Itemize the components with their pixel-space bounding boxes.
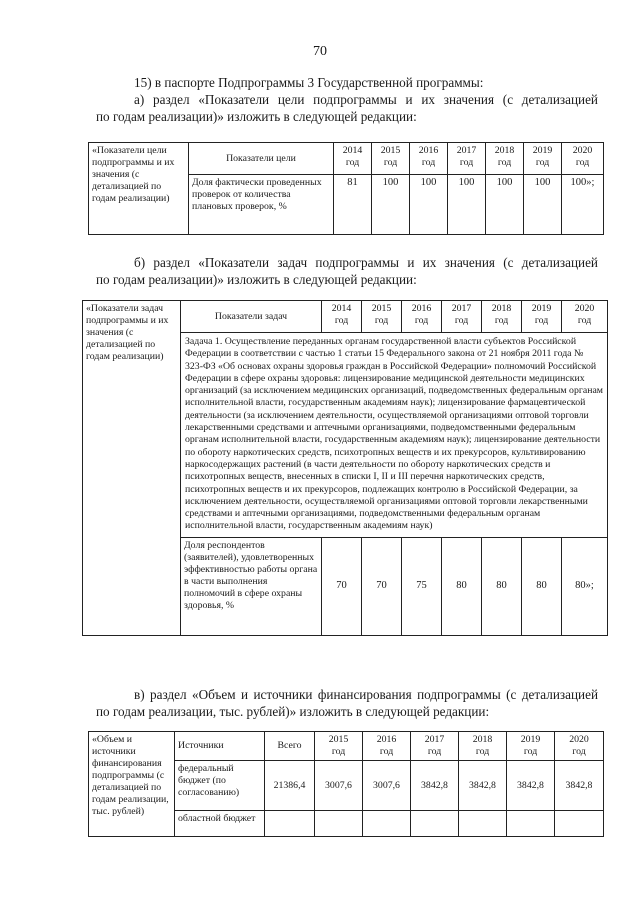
funding-value: 3842,8 [411, 761, 459, 811]
funding-total: 21386,4 [265, 761, 315, 811]
value-cell: 100 [524, 175, 562, 235]
section-a-line2: по годам реализации)» изложить в следующей редакции: [96, 109, 417, 124]
table-funding [88, 731, 604, 837]
value-cell: 100»; [562, 175, 604, 235]
year-header: 2017 год [442, 301, 482, 333]
year-header: 2018 год [482, 301, 522, 333]
year-header: 2015 год [362, 301, 402, 333]
table-c-source-header: Источники [175, 732, 265, 761]
value-cell: 70 [322, 537, 362, 635]
section-b-line1: б) раздел «Показатели задач подпрограммы и их значения (с детализацией [134, 255, 598, 270]
value-cell: 80 [482, 537, 522, 635]
funding-value: 3842,8 [459, 761, 507, 811]
year-header: 2017 год [448, 143, 486, 175]
funding-value [315, 811, 363, 837]
value-cell: 75 [402, 537, 442, 635]
funding-value: 3842,8 [507, 761, 555, 811]
section-b-line2: по годам реализации)» изложить в следующей редакции: [96, 272, 417, 287]
funding-value [363, 811, 411, 837]
intro-line: 15) в паспорте Подпрограммы 3 Государственной программы: [134, 75, 484, 90]
year-header: 2015 год [315, 732, 363, 761]
year-header: 2016 год [363, 732, 411, 761]
table-goal-indicators [88, 142, 604, 235]
value-cell: 80 [522, 537, 562, 635]
funding-value [459, 811, 507, 837]
table-c-total-header: Всего [265, 732, 315, 761]
funding-value: 3007,6 [363, 761, 411, 811]
year-header: 2016 год [402, 301, 442, 333]
section-a-line1: а) раздел «Показатели цели подпрограммы и их значения (с детализацией [134, 92, 598, 107]
year-header: 2017 год [411, 732, 459, 761]
table-a-label: «Показатели цели подпрограммы и их значения (с детализацией по годам реализации) [89, 143, 189, 235]
value-cell: 100 [448, 175, 486, 235]
funding-value: 3007,6 [315, 761, 363, 811]
table-a-indicator: Доля фактически проведенных проверок от количества плановых проверок, % [189, 175, 334, 235]
value-cell: 100 [486, 175, 524, 235]
year-header: 2019 год [507, 732, 555, 761]
year-header: 2019 год [524, 143, 562, 175]
funding-value [507, 811, 555, 837]
year-header: 2018 год [486, 143, 524, 175]
table-b-indicator: Доля респондентов (заявителей), удовлетворенных эффективностью работы органа в части выполнения полномочий в сфере охраны здоровья, % [181, 537, 322, 635]
year-header: 2014 год [322, 301, 362, 333]
year-header: 2020 год [555, 732, 604, 761]
funding-value [411, 811, 459, 837]
year-header: 2020 год [562, 301, 608, 333]
year-header: 2015 год [372, 143, 410, 175]
value-cell: 100 [410, 175, 448, 235]
value-cell: 80»; [562, 537, 608, 635]
funding-value: 3842,8 [555, 761, 604, 811]
table-task-indicators [82, 300, 608, 636]
table-a-header: Показатели цели [189, 143, 334, 175]
value-cell: 80 [442, 537, 482, 635]
task-description: Задача 1. Осуществление переданных органам государственной власти субъектов Российской Федерации в соответствии с частью 1 статьи 15 Федерального закона от 21 ноября 2011 года № 323-ФЗ «Об основах охраны здоровья граждан в Российской Федерации» полномочий Российской Федерации в сфере охраны здоровья: лицензирование медицинской деятельности медицинских организаций (за исключением медицинских организаций, подведомственных федеральным органам исполнительной власти, государственным академиям наук); лицензирование фармацевтической деятельности (за исключением деятельности, осуществляемой организациями оптовой торговли лекарственными средствами и аптечными организациями, подведомственными федеральным органам исполнительной власти, государственным академиям наук); лицензирование деятельности по обороту наркотических средств, психотропных веществ и их прекурсоров, культивированию наркосодержащих растений (в части деятельности по обороту наркотических средств и психотропных веществ, внесенных в списки I, II и III перечня наркотических средств, психотропных веществ и их прекурсоров, подлежащих контролю в Российской Федерации, за исключением деятельности, осуществляемой организациями оптовой торговли лекарственными средствами и аптечными организациями, подведомственными федеральным органам исполнительной власти, государственным академиям наук) [181, 333, 608, 538]
year-header: 2020 год [562, 143, 604, 175]
table-b-header: Показатели задач [181, 301, 322, 333]
section-c-line1: в) раздел «Объем и источники финансирования подпрограммы (с детализацией [134, 687, 598, 702]
year-header: 2018 год [459, 732, 507, 761]
section-c-line2: по годам реализации, тыс. рублей)» изложить в следующей редакции: [96, 704, 490, 719]
year-header: 2019 год [522, 301, 562, 333]
year-header: 2016 год [410, 143, 448, 175]
value-cell: 81 [334, 175, 372, 235]
funding-source: областной бюджет [175, 811, 265, 837]
table-b-label: «Показатели задач подпрограммы и их значения (с детализацией по годам реализации) [83, 301, 181, 636]
funding-value [555, 811, 604, 837]
table-c-label: «Объем и источники финансирования подпрограммы (с детализацией по годам реализации, тыс. рублей) [89, 732, 175, 837]
funding-source: федеральный бюджет (по согласованию) [175, 761, 265, 811]
year-header: 2014 год [334, 143, 372, 175]
value-cell: 70 [362, 537, 402, 635]
page-number: 70 [313, 44, 327, 59]
value-cell: 100 [372, 175, 410, 235]
funding-total [265, 811, 315, 837]
